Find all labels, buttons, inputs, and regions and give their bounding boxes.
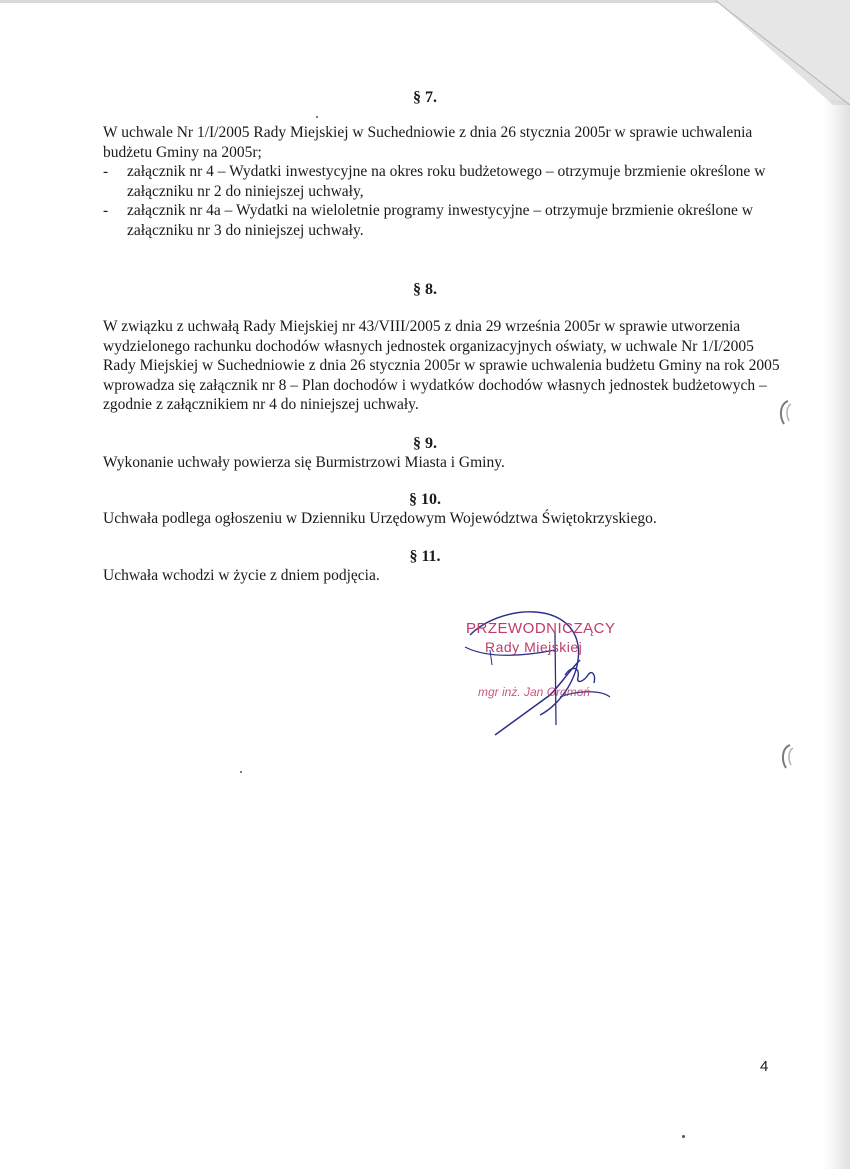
section-7-heading: § 7. <box>413 89 437 106</box>
bullet-dash: - <box>103 163 109 180</box>
scan-speck <box>240 771 242 773</box>
chairman-stamp <box>460 605 640 740</box>
stamp-name: mgr inż. Jan Gromoń <box>478 685 591 699</box>
section-7-bullet-1 <box>103 162 783 201</box>
punch-hole-mark-bottom <box>778 742 800 772</box>
section-7-bullet-1-text: załącznik nr 4 – Wydatki inwestycyjne na okres roku budżetowego – otrzymuje brzmienie określone w załączniku nr 2 do niniejszej uchwały, <box>127 163 766 200</box>
scan-shadow-right <box>822 100 850 1169</box>
page-number: 4 <box>760 1058 769 1075</box>
section-7-paragraph: W uchwale Nr 1/I/2005 Rady Miejskiej w Suchedniowie z dnia 26 stycznia 2005r w sprawie uchwalenia budżetu Gminy na 2005r; <box>103 124 753 161</box>
section-11-paragraph: Uchwała wchodzi w życie z dniem podjęcia. <box>103 567 380 584</box>
stamp-title: PRZEWODNICZĄCY <box>466 620 616 637</box>
section-7-bullet-2-text: załącznik nr 4a – Wydatki na wieloletnie programy inwestycyjne – otrzymuje brzmienie określone w załączniku nr 3 do niniejszej uchwały. <box>127 202 753 239</box>
section-8-paragraph: W związku z uchwałą Rady Miejskiej nr 43/VIII/2005 z dnia 29 września 2005r w sprawie utworzenia wydzielonego rachunku dochodów własnych jednostek organizacyjnych oświaty, w uchwale Nr 1/I/2005 Rady Miejskiej w Suchedniowie z dnia 26 stycznia 2005r w sprawie uchwalenia budżetu Gminy na rok 2005 wprowadza się załącznik nr 8 – Plan dochodów i wydatków dochodów własnych jednostek budżetowych – zgodnie z załącznikiem nr 4 do niniejszej uchwały. <box>103 318 780 413</box>
bullet-dash: - <box>103 202 109 219</box>
section-9-paragraph: Wykonanie uchwały powierza się Burmistrzowi Miasta i Gminy. <box>103 454 505 471</box>
section-9-heading: § 9. <box>413 435 437 452</box>
punch-hole-mark-top <box>776 398 798 428</box>
stamp-subtitle: Rady Miejskiej <box>485 639 583 655</box>
scan-speck <box>682 1135 685 1138</box>
section-10-heading: § 10. <box>409 491 441 508</box>
section-11-heading: § 11. <box>409 548 441 565</box>
section-10-paragraph: Uchwała podlega ogłoszeniu w Dzienniku Urzędowym Województwa Świętokrzyskiego. <box>103 510 657 527</box>
section-7-bullet-2 <box>103 201 783 240</box>
section-8-heading: § 8. <box>413 281 437 298</box>
scan-speck <box>316 116 318 118</box>
